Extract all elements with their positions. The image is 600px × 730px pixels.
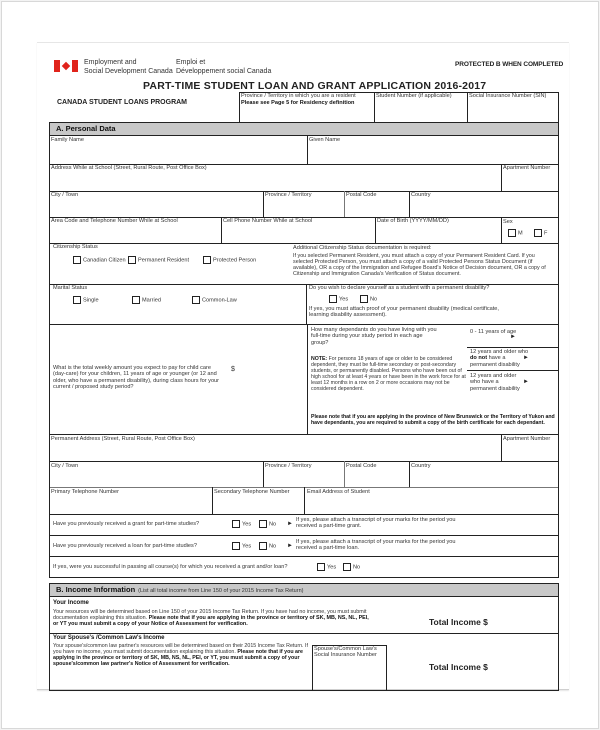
age-group-12-no-disability: 12 years and older who do not have a permanent disability	[470, 349, 529, 368]
loan-yes-checkbox[interactable]	[232, 542, 240, 550]
secondary-phone-field[interactable]: Secondary Telephone Number	[214, 489, 290, 495]
disability-note: If yes, you must attach proof of your permanent disability (medical certificate, learning disability assessment).	[309, 306, 499, 319]
postal-code-field[interactable]: Postal Code	[346, 192, 377, 198]
spouse-total-income-field[interactable]: Total Income $	[429, 662, 488, 672]
province-field[interactable]: Province / Territory	[265, 192, 312, 198]
student-email-field[interactable]: Email Address of Student	[307, 489, 370, 495]
grant-no-checkbox[interactable]	[259, 520, 267, 528]
arrow-icon: ►	[523, 379, 529, 385]
school-address-field[interactable]: Address While at School (Street, Rural Route, Post Office Box)	[51, 165, 207, 171]
citizenship-doc-text: If you selected Permanent Resident, you must attach a copy of your Permanent Resident Card. If you selected Protected Person, you must attach a copy of a valid Protected Persons Status Document (if available), OR a copy of the Immigration and Refugee Board's Notice of Decision document, OR a copy of Citizenship and Immigration Canada's Verification of Status document.	[293, 253, 546, 277]
childcare-amount-field[interactable]: $	[231, 366, 235, 373]
canadian-citizen-checkbox[interactable]	[73, 256, 81, 264]
sex-m-checkbox[interactable]	[508, 229, 516, 237]
section-a-header: A. Personal Data	[50, 123, 558, 136]
arrow-icon: ►	[287, 521, 293, 527]
date-of-birth-field[interactable]: Date of Birth (YYYY/MM/DD)	[377, 218, 449, 224]
citizenship-label: Citizenship Status	[53, 244, 98, 250]
document-viewer	[1, 1, 599, 729]
sex-label: Sex	[503, 219, 513, 225]
protected-label: PROTECTED B WHEN COMPLETED	[455, 61, 564, 68]
protected-person-checkbox[interactable]	[203, 256, 211, 264]
department-name-en: Employment and Social Development Canada	[84, 59, 173, 75]
passed-no-checkbox[interactable]	[343, 563, 351, 571]
form-title: PART-TIME STUDENT LOAN AND GRANT APPLICATION 2016-2017	[143, 80, 487, 92]
age-group-0-11: 0 - 11 years of age	[470, 329, 517, 335]
common-law-checkbox[interactable]	[192, 296, 200, 304]
primary-phone-field[interactable]: Primary Telephone Number	[51, 489, 119, 495]
arrow-icon: ►	[510, 334, 516, 340]
married-checkbox[interactable]	[132, 296, 140, 304]
section-b-header: B. Income Information (List all total income from Line 150 of your 2015 Income Tax Return)	[50, 584, 558, 597]
country-field[interactable]: Country	[411, 192, 431, 198]
given-name-field[interactable]: Given Name	[309, 137, 341, 143]
permanent-resident-checkbox[interactable]	[128, 256, 136, 264]
grant-note: If yes, please attach a transcript of your marks for the period you received a part-time grant.	[296, 517, 456, 530]
sex-f-checkbox[interactable]	[534, 229, 542, 237]
loan-question: Have you previously received a loan for part-time studies?	[53, 543, 197, 549]
form-page: Employment and Social Development Canada Emploi et Développement social Canada PROTECTED B WHEN COMPLETED PART-TIME STUDENT LOAN AND GRANT APPLICATION 2016-2017 CANADA STUDENT LOANS PROGRAM Province / Territory in which you are a resident Please see Page 5 for Residency definition Student Number (if applicable) Social Insurance Number (SIN) A. Personal Data Family Name Given Name Address While at School (Street, Rural Route, Post Office Box) Apartment Number City / Town Province / Territory Postal Code Country Area Code and Telephone Number While at School Cell Phone Number While at School Date of Birth (YYYY/MM/DD) Sex M F Citizenship Status Canadian Citizen Permanent Resident Protected Person Additional Citizenship Status documentation is required: If you selected Permanent Resident, you must attach a copy of your Permanent Resident Card. If you selected Protected Person, you must attach a copy of a valid Protected Persons Status Document (if available), OR a copy of the Immigration and Refugee Board's Notice of Decision document, OR a copy of Citizenship and Immigration Canada's Verification of Status document. Marital Status Single Married Common-Law Do you wish to declare yourself as a student with a permanent disability? Yes No If yes, you must attach proof of your permanent disability (medical certificate, learning disability assessment). What is the total weekly amount you expect to pay for child care (day-care) for your children, 11 years of age or younger (or 12 and older, who have a permanent disability), during class hours for your current / proposed study period? $ How many dependants do you have living with you full-time during your study period in each age group? NOTE: For persons 18 years of age or older to be considered dependent, they must be full-time secondary or post-secondary students, or permanently disabled. Persons who have been out of high school for at least 4 years or have been in the work force for at least 12 months in a row on 2 or more occasions may not be considered dependent. 0 - 11 years of age ► 12 years and older who do not have a permanent disability ► 12 years and older who have a permanent disability ► Please note that if you are applying in the province of New Brunswick or the Territory of Yukon and have dependants, you are required to submit a copy of the birth certificate for each dependant. Permanent Address (Street, Rural Route, Post Office Box) Apartment Number City / Town Province / Territory Postal Code Country Primary Telephone Number Secondary Telephone Number Email Address of Student Have you previously received a grant for part-time studies? Yes No ► If yes, please attach a transcript of your marks for the period you received a part-time grant. Have you previously received a loan for part-time studies? Yes No ► If yes, please attach a transcript of your marks for the period you received a part-time loan. If yes, were you successful in passing all course(s) for which you received a grant and/or loan? Yes No B. Income Information (List all total income from Line 150 of your 2015 Income Tax Return) Your Income Your resources will be determined based on Line 150 of your 2015 Income Tax Return. If you have had no income, you must submit documentation explaining this situation. Please note that if you are applying in the province or territory of SK, MB, NS, NL, PEI, or YT you must submit a copy of your Notice of Assessment for verification. Total Income $ Your Spouse's /Common Law's Income Your spouse's/common law partner's resources will be determined based on their 2015 Income Tax Return. If you have no income, you must submit documentation explaining this situation. Please note that if you are applying in the province or territory of SK, MB, NS, NL, PEI, or YT, you must submit a copy of your spouse's/common law partner's Notice of Assessment for verification. Spouse's/Common Law's Social Insurance Number Total Income $	[37, 42, 569, 690]
spouse-sin-field[interactable]: Spouse's/Common Law's Social Insurance Number	[314, 646, 377, 659]
family-name-field[interactable]: Family Name	[51, 137, 84, 143]
spouse-income-text: Your spouse's/common law partner's resources will be determined based on their 2015 Income Tax Return. If you have no income, you must submit documentation explaining this situation. Please note that if you are applying in the province or territory of SK, MB, NS, NL, PEI, or YT, you must submit a copy of your spouse's/common law partner's Notice of Assessment for verification.	[53, 643, 308, 667]
age-group-12-disability: 12 years and older who have a permanent disability	[470, 373, 520, 392]
dependants-question: How many dependants do you have living with you full-time during your study period in each age group?	[311, 327, 437, 346]
total-income-field[interactable]: Total Income $	[429, 617, 488, 627]
arrow-icon: ►	[523, 355, 529, 361]
loan-no-checkbox[interactable]	[259, 542, 267, 550]
your-income-text: Your resources will be determined based on Line 150 of your 2015 Income Tax Return. If you have had no income, you must submit documentation explaining this situation. Please note that if you are applying in the province or territory of SK, MB, NS, NL, PEI, or YT you must submit a copy of your Notice of Assessment for verification.	[53, 609, 369, 627]
permanent-country-field[interactable]: Country	[411, 463, 431, 469]
student-number-field[interactable]: Student Number (if applicable)	[376, 93, 452, 99]
permanent-postal-code-field[interactable]: Postal Code	[346, 463, 377, 469]
department-name-fr: Emploi et Développement social Canada	[176, 59, 272, 75]
passed-yes-checkbox[interactable]	[317, 563, 325, 571]
disability-no-checkbox[interactable]	[360, 295, 368, 303]
program-name: CANADA STUDENT LOANS PROGRAM	[57, 99, 188, 106]
single-checkbox[interactable]	[73, 296, 81, 304]
disability-question: Do you wish to declare yourself as a student with a permanent disability?	[309, 285, 490, 291]
dependants-note: NOTE: For persons 18 years of age or older to be considered dependent, they must be full-time secondary or post-secondary students, or permanently disabled. Persons who have been out of high school for at least 4 years or have been in the work force for at least 12 months in a row on 2 or more occasions may not be considered dependent.	[311, 356, 466, 392]
canada-flag-icon	[54, 60, 78, 72]
school-phone-field[interactable]: Area Code and Telephone Number While at School	[51, 218, 178, 224]
loan-note: If yes, please attach a transcript of your marks for the period you received a part-time loan.	[296, 539, 456, 552]
disability-yes-checkbox[interactable]	[329, 295, 337, 303]
sin-field[interactable]: Social Insurance Number (SIN)	[469, 93, 547, 99]
cell-phone-field[interactable]: Cell Phone Number While at School	[223, 218, 313, 224]
grant-yes-checkbox[interactable]	[232, 520, 240, 528]
permanent-address-field[interactable]: Permanent Address (Street, Rural Route, Post Office Box)	[51, 436, 195, 442]
permanent-province-field[interactable]: Province / Territory	[265, 463, 312, 469]
arrow-icon: ►	[287, 543, 293, 549]
spouse-income-title: Your Spouse's /Common Law's Income	[53, 635, 165, 641]
citizenship-doc-title: Additional Citizenship Status documentation is required:	[293, 245, 432, 251]
province-residence-field[interactable]: Province / Territory in which you are a resident Please see Page 5 for Residency definition	[241, 93, 356, 106]
childcare-question: What is the total weekly amount you expect to pay for child care (day-care) for your children, 11 years of age or younger (or 12 and older, who have a permanent disability), during class hours for your current / proposed study period?	[53, 365, 220, 391]
your-income-title: Your Income	[53, 600, 89, 606]
permanent-apartment-field[interactable]: Apartment Number	[503, 436, 551, 442]
city-field[interactable]: City / Town	[51, 192, 79, 198]
grant-question: Have you previously received a grant for part-time studies?	[53, 521, 200, 527]
marital-status-label: Marital Status	[53, 285, 88, 291]
passed-courses-question: If yes, were you successful in passing all course(s) for which you received a grant and/or loan?	[53, 564, 288, 570]
permanent-city-field[interactable]: City / Town	[51, 463, 79, 469]
apartment-number-field[interactable]: Apartment Number	[503, 165, 551, 171]
nb-yukon-note: Please note that if you are applying in the province of New Brunswick or the Territory of Yukon and have dependants, you are required to submit a copy of the birth certificate for each dependant.	[311, 414, 555, 426]
